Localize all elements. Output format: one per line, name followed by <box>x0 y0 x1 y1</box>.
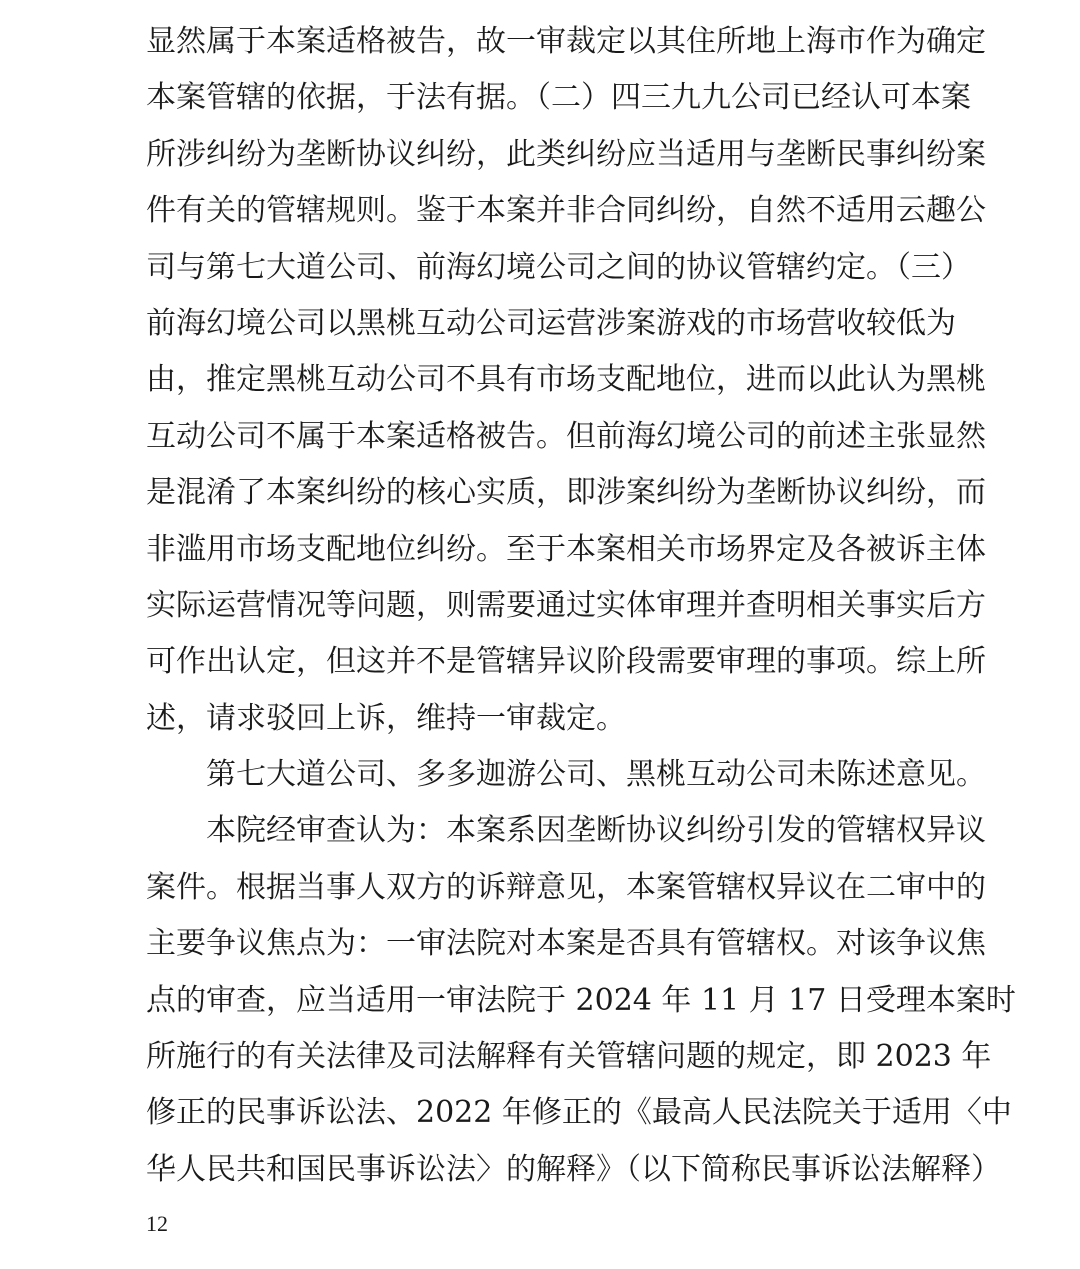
text-line: 实际运营情况等问题，则需要通过实体审理并查明相关事实后方 <box>146 587 986 623</box>
text-line: 非滥用市场支配地位纠纷。至于本案相关市场界定及各被诉主体 <box>146 531 986 567</box>
text-line: 由，推定黑桃互动公司不具有市场支配地位，进而以此认为黑桃 <box>146 362 986 398</box>
text-line: 所施行的有关法律及司法解释有关管辖问题的规定，即 2023 年 <box>146 1039 992 1075</box>
text-line: 所涉纠纷为垄断协议纠纷，此类纠纷应当适用与垄断民事纠纷案 <box>146 136 986 172</box>
text-line: 修正的民事诉讼法、2022 年修正的《最高人民法院关于适用〈中 <box>146 1095 1012 1131</box>
text-line: 是混淆了本案纠纷的核心实质，即涉案纠纷为垄断协议纠纷，而 <box>146 475 986 511</box>
text-line: 司与第七大道公司、前海幻境公司之间的协议管辖约定。（三） <box>146 249 971 285</box>
paragraph-first-line: 本院经审查认为：本案系因垄断协议纠纷引发的管辖权异议 <box>206 813 986 849</box>
text-line: 件有关的管辖规则。鉴于本案并非合同纠纷，自然不适用云趣公 <box>146 193 986 229</box>
text-line: 显然属于本案适格被告，故一审裁定以其住所地上海市作为确定 <box>146 24 986 59</box>
text-line: 互动公司不属于本案适格被告。但前海幻境公司的前述主张显然 <box>146 418 986 454</box>
page-number: 12 <box>146 1211 168 1236</box>
text-line: 本案管辖的依据，于法有据。（二）四三九九公司已经认可本案 <box>146 80 971 116</box>
paragraph-first-line: 第七大道公司、多多迦游公司、黑桃互动公司未陈述意见。 <box>206 757 986 793</box>
text-line: 前海幻境公司以黑桃互动公司运营涉案游戏的市场营收较低为 <box>146 305 956 341</box>
text-line: 可作出认定，但这并不是管辖异议阶段需要审理的事项。综上所 <box>146 644 986 680</box>
text-line: 主要争议焦点为：一审法院对本案是否具有管辖权。对该争议焦 <box>146 926 986 962</box>
text-line: 华人民共和国民事诉讼法〉的解释》（以下简称民事诉讼法解释） <box>146 1151 1001 1187</box>
text-line: 述，请求驳回上诉，维持一审裁定。 <box>146 700 626 736</box>
text-line: 点的审查，应当适用一审法院于 2024 年 11 月 17 日受理本案时 <box>146 982 1016 1018</box>
document-body <box>146 14 1016 1198</box>
text-line: 案件。根据当事人双方的诉辩意见，本案管辖权异议在二审中的 <box>146 869 986 905</box>
